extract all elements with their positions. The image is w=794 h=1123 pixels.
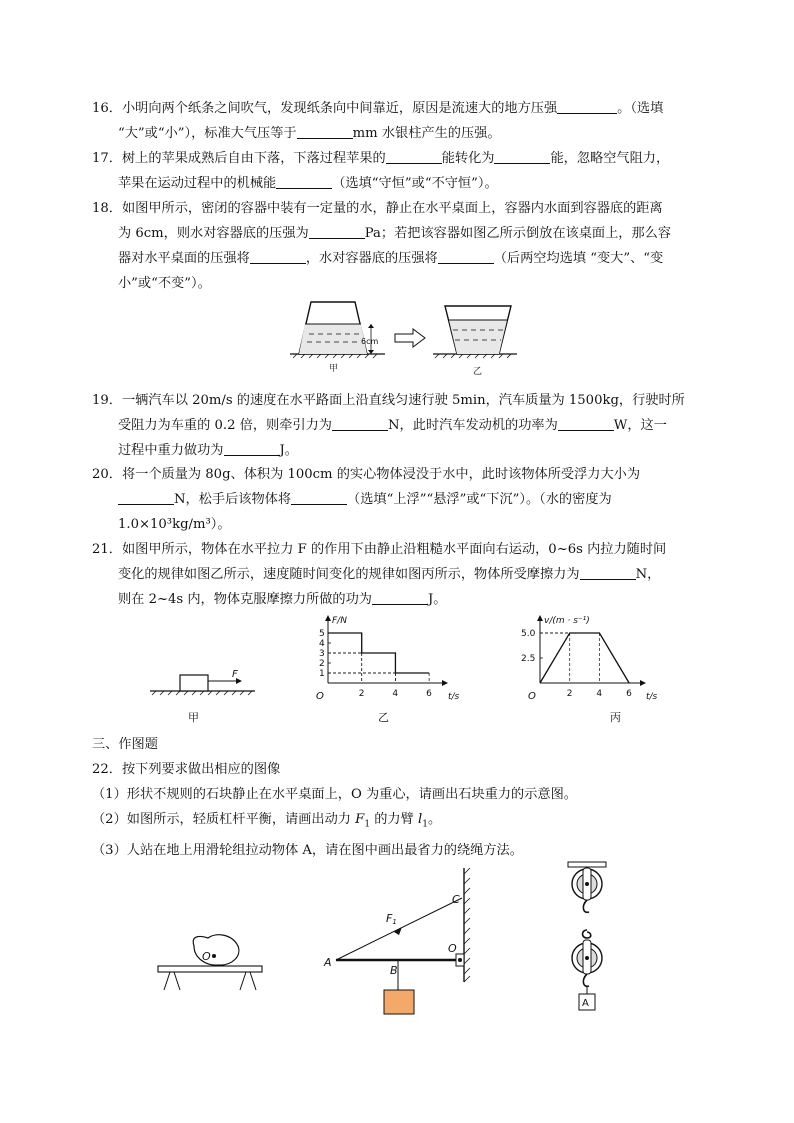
q22-part-1: （1）形状不规则的石块静止在水平桌面上，O 为重心，请画出石块重力的示意图。 bbox=[92, 787, 577, 802]
question-18 bbox=[92, 196, 712, 296]
block bbox=[180, 675, 208, 691]
label-yi: 乙 bbox=[378, 711, 389, 724]
answer-blank[interactable] bbox=[118, 490, 174, 505]
label-b: B bbox=[390, 964, 398, 977]
q18-number: 18． bbox=[92, 201, 122, 216]
block-diagram bbox=[150, 669, 255, 724]
y-axis-arrow bbox=[537, 615, 543, 621]
x-tick-label: 2 bbox=[566, 689, 573, 699]
label-yi: 乙 bbox=[473, 367, 483, 377]
q18-text-b: 为 6cm，则水对容器底的压强为 bbox=[118, 226, 309, 241]
q20-text-b: N，松手后该物体将 bbox=[174, 492, 292, 507]
x-axis-label: t/s bbox=[448, 692, 460, 702]
ceiling-mount bbox=[568, 862, 606, 867]
x-tick-label: 2 bbox=[358, 689, 365, 699]
q17-text-d: 苹果在运动过程中的机械能 bbox=[118, 176, 277, 191]
label-object-a: A bbox=[582, 998, 589, 1009]
answer-blank[interactable] bbox=[291, 490, 347, 505]
answer-blank[interactable] bbox=[580, 565, 636, 580]
x-tick-label: 4 bbox=[392, 689, 399, 699]
y-tick-label: 5.0 bbox=[521, 629, 536, 639]
label-jia: 甲 bbox=[188, 711, 199, 724]
q19-number: 19． bbox=[92, 393, 122, 408]
q18-text-c: Pa；若把该容器如图乙所示倒放在该桌面上，那么容 bbox=[364, 226, 671, 241]
origin-label: O bbox=[316, 691, 324, 702]
movable-hook-bottom bbox=[583, 974, 589, 986]
y-axis-label: v/(m · s⁻¹) bbox=[544, 616, 590, 626]
question-19 bbox=[92, 388, 712, 463]
y-tick-label: 3 bbox=[319, 649, 325, 659]
question-20 bbox=[92, 462, 712, 537]
answer-blank[interactable] bbox=[297, 124, 353, 139]
label-jia: 甲 bbox=[329, 364, 339, 374]
q16-text-c: “大”或“小”），标准大气压等于 bbox=[118, 126, 297, 141]
q21-text-d: 则在 2~4s 内，物体克服摩擦力所做的功为 bbox=[118, 592, 372, 607]
q17-text-e: （选填“守恒”或“不守恒”）。 bbox=[332, 176, 498, 191]
label-o: O bbox=[448, 942, 457, 955]
q19-text-c: N，此时汽车发动机的功率为 bbox=[387, 418, 558, 433]
y-tick-label: 1 bbox=[319, 669, 325, 679]
fixed-hook bbox=[583, 900, 589, 912]
q20-text-a: 将一个质量为 80g、体积为 100cm 的实心物体浸没于水中，此时该物体所受浮力大小为 bbox=[121, 467, 641, 482]
q20-text-c: （选填“上浮”“悬浮”或“下沉”）。（水的密度为 bbox=[347, 492, 612, 507]
series-line bbox=[540, 633, 629, 683]
q21-text-a: 如图甲所示，物体在水平拉力 F 的作用下由静止沿粗糙水平面向右运动，0~6s 内拉力随时间 bbox=[121, 542, 667, 557]
q16-text-d: mm 水银柱产生的压强。 bbox=[352, 126, 501, 141]
answer-blank[interactable] bbox=[250, 249, 306, 264]
label-c: C bbox=[452, 893, 460, 906]
force-time-chart bbox=[316, 615, 460, 702]
transition-arrow bbox=[395, 329, 425, 347]
x-tick-label: 6 bbox=[426, 689, 432, 699]
x-axis-arrow bbox=[640, 680, 646, 686]
label-bing: 丙 bbox=[610, 711, 621, 724]
water-yi bbox=[449, 320, 507, 354]
q16-text-b: 。（选填 bbox=[617, 101, 664, 116]
x-tick-label: 4 bbox=[596, 689, 603, 699]
answer-blank[interactable] bbox=[309, 224, 365, 239]
q21-text-c: N， bbox=[635, 567, 661, 582]
q18-text-g: 小”或“不变”）。 bbox=[118, 276, 211, 291]
q22-number: 22． bbox=[92, 762, 122, 777]
answer-blank[interactable] bbox=[332, 416, 388, 431]
x-axis-arrow bbox=[442, 680, 448, 686]
weight-block bbox=[384, 990, 414, 1014]
figure-18-containers bbox=[285, 296, 525, 380]
figure-22 bbox=[150, 860, 630, 1020]
y-tick-label: 2 bbox=[319, 659, 325, 669]
q19-text-d: W，这一 bbox=[613, 418, 667, 433]
x-axis-label: t/s bbox=[646, 692, 658, 702]
answer-blank[interactable] bbox=[224, 441, 280, 456]
y-tick-label: 4 bbox=[319, 639, 325, 649]
q16-number: 16． bbox=[92, 101, 122, 116]
question-21 bbox=[92, 537, 712, 612]
center-of-gravity-dot bbox=[212, 954, 216, 958]
water-jia bbox=[299, 324, 367, 354]
q21-text-b: 变化的规律如图乙所示，速度随时间变化的规律如图丙所示，物体所受摩擦力为 bbox=[118, 567, 580, 582]
q20-text-d: 1.0×10³kg/m³）。 bbox=[118, 517, 231, 532]
y-tick-label: 2.5 bbox=[521, 654, 536, 664]
q18-text-d: 器对水平桌面的压强将 bbox=[118, 251, 250, 266]
height-label: 6cm bbox=[361, 337, 379, 346]
stone-o-label: O bbox=[202, 950, 211, 963]
figure-21 bbox=[150, 615, 658, 727]
x-tick-label: 6 bbox=[626, 689, 632, 699]
q18-text-a: 如图甲所示，密闭的容器中装有一定量的水，静止在水平桌面上，容器内水面到容器底的距离 bbox=[121, 201, 663, 216]
stone-on-table bbox=[158, 935, 262, 990]
answer-blank[interactable] bbox=[276, 174, 332, 189]
table-top bbox=[158, 966, 262, 972]
y-axis-arrow bbox=[325, 615, 331, 621]
pulley-system bbox=[568, 862, 606, 1010]
q21-text-e: J。 bbox=[427, 592, 447, 607]
q17-text-c: 能，忽略空气阻力， bbox=[550, 151, 670, 166]
y-tick-label: 5 bbox=[319, 629, 325, 639]
question-17 bbox=[92, 146, 712, 196]
q19-text-e: 过程中重力做功为 bbox=[118, 443, 224, 458]
q18-text-f: （后两空均选填 “变大”、“变 bbox=[493, 251, 664, 266]
origin-label: O bbox=[528, 691, 536, 702]
label-a: A bbox=[324, 956, 332, 969]
q17-number: 17． bbox=[92, 151, 122, 166]
q22-part-2: （2）如图所示，轻质杠杆平衡，请画出动力 $F_1$ 的力臂 $l_1$。 bbox=[92, 812, 442, 830]
q19-text-f: J。 bbox=[279, 443, 298, 458]
answer-blank[interactable] bbox=[557, 99, 617, 114]
q21-number: 21． bbox=[92, 542, 122, 557]
q20-number: 20． bbox=[92, 467, 122, 482]
question-16 bbox=[92, 96, 712, 146]
y-axis-label: F/N bbox=[332, 616, 347, 626]
q19-text-a: 一辆汽车以 20m/s 的速度在水平路面上沿直线匀速行驶 5min，汽车质量为 1500kg，行驶时所 bbox=[121, 393, 685, 408]
q16-text-a: 小明向两个纸条之间吹气，发现纸条向中间靠近，原因是流速大的地方压强 bbox=[121, 101, 558, 116]
q22-part-3: （3）人站在地上用滑轮组拉动物体 A，请在图中画出最省力的绕绳方法。 bbox=[92, 842, 523, 858]
answer-blank[interactable] bbox=[494, 149, 550, 164]
answer-blank[interactable] bbox=[372, 590, 428, 605]
q17-text-a: 树上的苹果成熟后自由下落，下落过程苹果的 bbox=[121, 151, 386, 166]
q18-text-e: ，水对容器底的压强将 bbox=[305, 251, 438, 266]
q17-text-b: 能转化为 bbox=[441, 151, 495, 166]
section-3-title: 三、作图题 bbox=[92, 737, 158, 752]
q19-text-b: 受阻力为车重的 0.2 倍，则牵引力为 bbox=[118, 418, 332, 433]
force-label: F bbox=[232, 669, 238, 680]
answer-blank[interactable] bbox=[386, 149, 442, 164]
stone bbox=[193, 935, 239, 965]
answer-blank[interactable] bbox=[558, 416, 614, 431]
lever-diagram bbox=[323, 868, 470, 1014]
answer-blank[interactable] bbox=[438, 249, 494, 264]
question-22 bbox=[92, 757, 712, 863]
velocity-time-chart bbox=[521, 615, 658, 702]
movable-hook-top bbox=[583, 930, 591, 938]
q22-text-a: 按下列要求做出相应的图像 bbox=[121, 762, 281, 777]
label-f1: F1 bbox=[386, 912, 397, 926]
